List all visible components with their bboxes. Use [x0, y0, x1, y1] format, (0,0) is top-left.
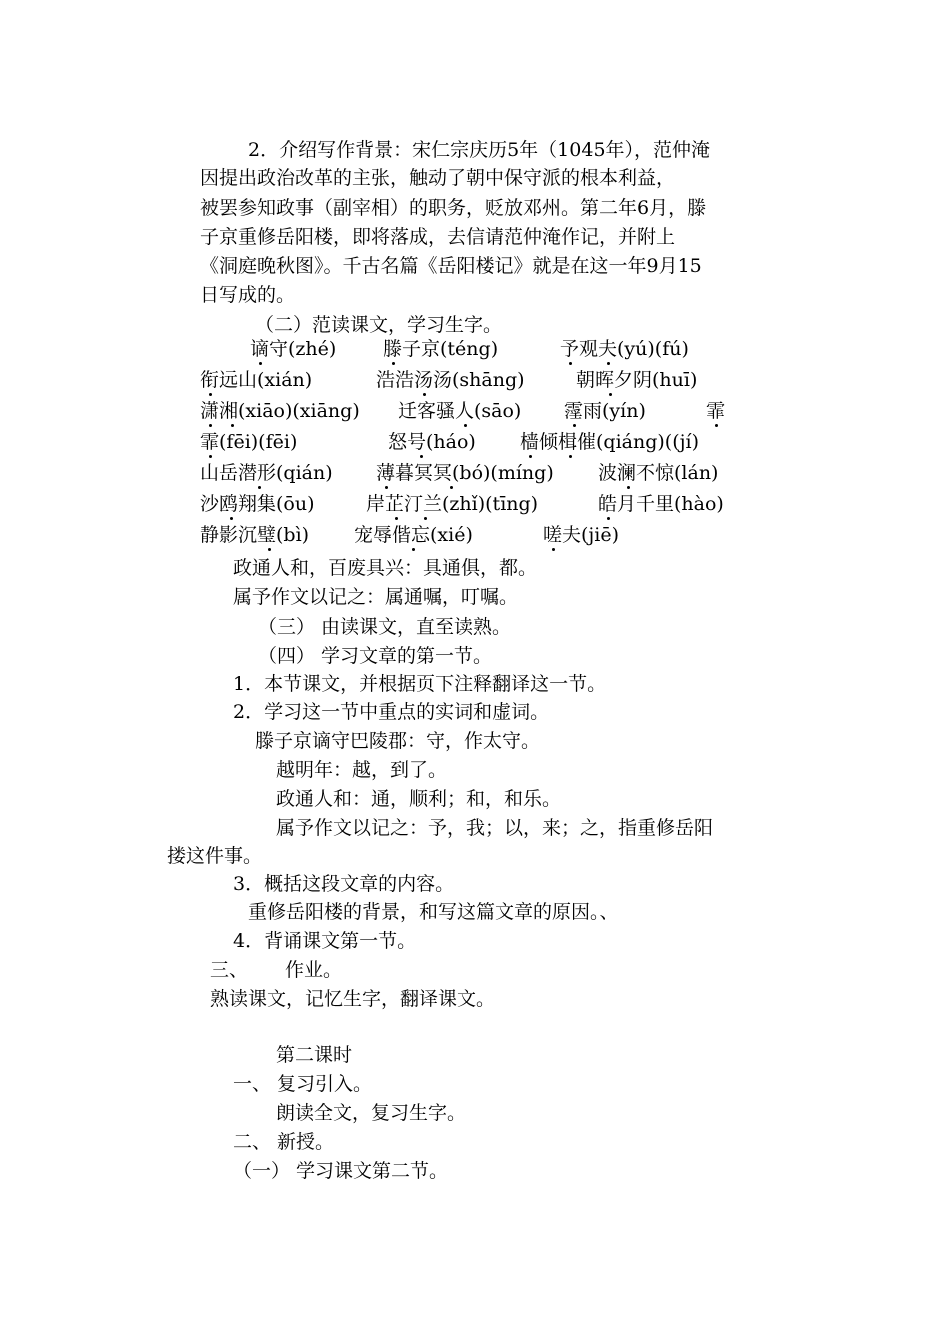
emphasis-dot [209, 455, 212, 458]
emphasis-dot [231, 424, 234, 427]
emphasis-dot [395, 517, 398, 520]
vocab-item: 潇湘(xiāo)(xiāng) [200, 400, 360, 422]
word-note-4: 属予作文以记之：予，我；以，来；之，指重修岳阳 [276, 817, 714, 839]
vocab-item: 衔远山(xián) [200, 369, 313, 391]
vocab-item: 滕子京(téng) [383, 338, 499, 360]
homework-text: 熟读课文，记忆生字，翻译课文。 [210, 988, 496, 1010]
vocab-item: 嗟夫(jiē) [543, 524, 620, 546]
emphasis-dot [552, 548, 555, 551]
emphasis-dot [569, 455, 572, 458]
intro-line-6: 日写成的。 [200, 284, 296, 306]
vocab-item: 皓月千里(hào) [598, 493, 724, 515]
emphasis-dot [607, 362, 610, 365]
emphasis-dot [412, 548, 415, 551]
new-lesson-heading: 二、 新授。 [233, 1131, 335, 1153]
intro-line-3: 被罢参知政事（副宰相）的职务，贬放邓州。第二年6月，滕 [200, 197, 707, 219]
task-3: 3．概括这段文章的内容。 [233, 873, 455, 895]
vocab-item: 山岳潜形(qián) [200, 462, 333, 484]
summary-text: 重修岳阳楼的背景，和写这篇文章的原因。、 [248, 901, 619, 923]
vocab-item: 予观夫(yú)(fú) [560, 338, 689, 360]
vocab-item: 谪守(zhé) [250, 338, 337, 360]
emphasis-dot [258, 486, 261, 489]
subsection-1-heading: （一） 学习课文第二节。 [233, 1160, 449, 1182]
task-1: 1．本节课文，并根据页下注释翻译这一节。 [233, 673, 607, 695]
vocab-item: 霏 [706, 400, 726, 422]
vocab-item: 沙鸥翔集(ōu) [200, 493, 315, 515]
emphasis-dot [573, 424, 576, 427]
note-zhu: 属予作文以记之：属通嘱，叮嘱。 [233, 586, 519, 608]
vocab-item: 薄暮冥冥(bó)(míng) [376, 462, 554, 484]
task-4: 4．背诵课文第一节。 [233, 930, 417, 952]
step-4-heading: （四） 学习文章的第一节。 [258, 645, 493, 667]
vocab-item: 浩浩汤汤(shāng) [376, 369, 525, 391]
vocab-item: 霪雨(yín) [564, 400, 646, 422]
word-note-1: 滕子京谪守巴陵郡：守，作太守。 [255, 730, 541, 752]
vocab-item: 樯倾楫催(qiáng)((jí) [520, 431, 699, 453]
emphasis-dot [715, 424, 718, 427]
vocab-item: 岸芷汀兰(zhǐ)(tīng) [366, 493, 539, 515]
emphasis-dot [529, 455, 532, 458]
emphasis-dot [385, 486, 388, 489]
homework-heading-text: 作业。 [285, 959, 343, 981]
emphasis-dot [627, 486, 630, 489]
task-2: 2．学习这一节中重点的实词和虚词。 [233, 701, 550, 723]
intro-line-4: 子京重修岳阳楼，即将落成，去信请范仲淹作记，并附上 [200, 226, 676, 248]
emphasis-dot [420, 455, 423, 458]
emphasis-dot [464, 424, 467, 427]
review-text: 朗读全文，复习生字。 [276, 1102, 467, 1124]
step-3-heading: （三） 由读课文，直至读熟。 [258, 616, 512, 638]
vocab-item: 朝晖夕阴(huī) [576, 369, 698, 391]
intro-line-2: 因提出政治改革的主张，触动了朝中保守派的根本利益， [200, 167, 676, 189]
emphasis-dot [268, 548, 271, 551]
homework-heading-number: 三、 [210, 959, 249, 981]
vocab-item: 静影沉璧(bì) [200, 524, 310, 546]
note-ju: 政通人和，百废具兴：具通俱，都。 [233, 557, 538, 579]
emphasis-dot [230, 517, 233, 520]
review-heading: 一、 复习引入。 [233, 1073, 373, 1095]
emphasis-dot [569, 362, 572, 365]
vocab-item: 波澜不惊(lán) [598, 462, 719, 484]
word-note-4-cont: 搂这件事。 [167, 845, 263, 867]
emphasis-dot [607, 517, 610, 520]
vocab-item: 怒号(háo) [388, 431, 476, 453]
emphasis-dot [209, 424, 212, 427]
emphasis-dot [209, 393, 212, 396]
word-note-2: 越明年：越，到了。 [276, 759, 448, 781]
emphasis-dot [450, 486, 453, 489]
emphasis-dot [609, 393, 612, 396]
emphasis-dot [259, 362, 262, 365]
step-2-heading: （二）范读课文，学习生字。 [255, 314, 503, 336]
vocab-item: 宠辱偕忘(xié) [354, 524, 473, 546]
vocab-item: 迁客骚人(sāo) [398, 400, 522, 422]
word-note-3: 政通人和：通，顺利；和，和乐。 [276, 788, 562, 810]
lesson-2-title: 第二课时 [276, 1044, 353, 1066]
intro-line-5: 《洞庭晚秋图》。千古名篇《岳阳楼记》就是在这一年9月15 [200, 255, 702, 277]
emphasis-dot [423, 393, 426, 396]
vocab-item: 霏(fēi)(fēi) [200, 431, 298, 453]
intro-line-1: 2．介绍写作背景：宋仁宗庆历5年（1045年），范仲淹 [248, 139, 711, 161]
emphasis-dot [392, 362, 395, 365]
emphasis-dot [424, 517, 427, 520]
